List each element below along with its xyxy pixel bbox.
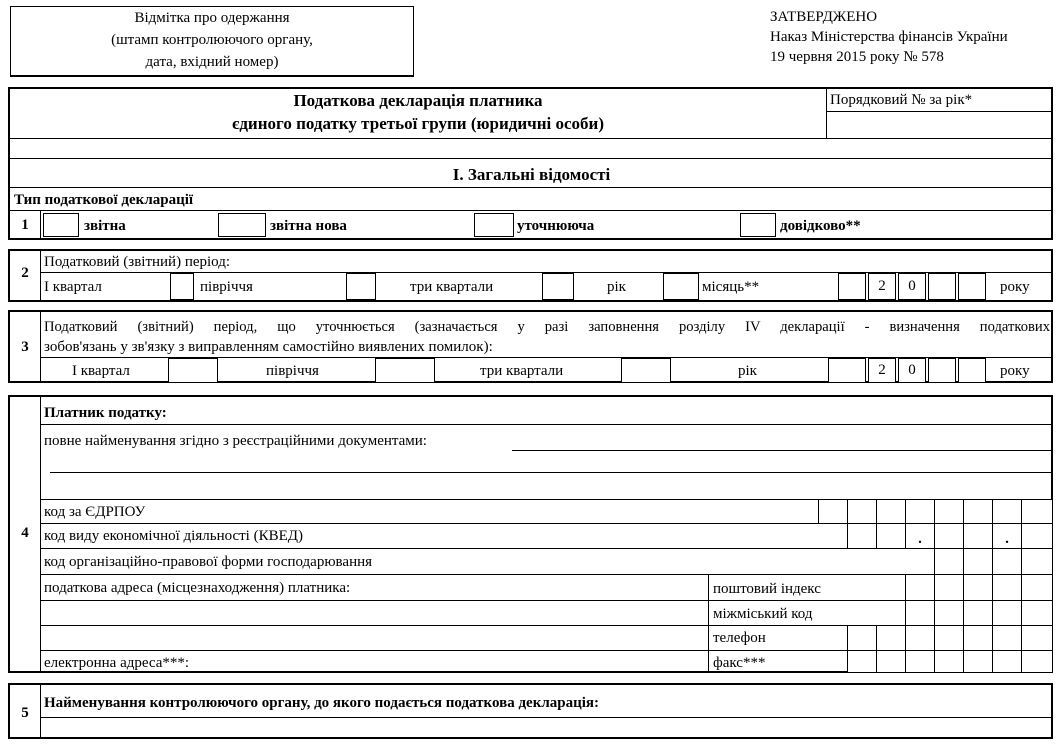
corrected-checkbox-q1[interactable] bbox=[168, 358, 218, 383]
kved-cell-1[interactable] bbox=[847, 523, 877, 549]
stamp-line-3: дата, вхідний номер) bbox=[145, 54, 279, 70]
intercity-cell-2[interactable] bbox=[934, 600, 964, 626]
postal-cell-1[interactable] bbox=[905, 574, 935, 601]
corrected-year-digit-1: 2 bbox=[868, 358, 896, 383]
stamp-line-1: Відмітка про одержання bbox=[134, 10, 290, 26]
fax-cell-1[interactable] bbox=[847, 650, 877, 673]
intercity-cell-3[interactable] bbox=[963, 600, 993, 626]
approval-title: ЗАТВЕРДЖЕНО bbox=[770, 9, 878, 25]
row-3-corrected-period bbox=[8, 310, 1053, 383]
edrpou-digit-2[interactable] bbox=[847, 499, 877, 524]
fax-cell-3[interactable] bbox=[905, 650, 935, 673]
phone-cell-2[interactable] bbox=[876, 625, 906, 651]
intercity-code-label: міжміський код bbox=[713, 606, 813, 622]
phone-cell-5[interactable] bbox=[963, 625, 993, 651]
checkbox-zvitna-nova[interactable] bbox=[218, 213, 266, 237]
phone-label: телефон bbox=[713, 630, 766, 646]
row-4-taxpayer bbox=[8, 395, 1053, 673]
row-2-period bbox=[8, 249, 1053, 302]
fax-cell-6[interactable] bbox=[992, 650, 1022, 673]
full-name-input-2[interactable] bbox=[50, 452, 1053, 472]
postal-code-label: поштовий індекс bbox=[713, 581, 821, 597]
month-input[interactable] bbox=[838, 273, 866, 300]
option-zvitna: звітна bbox=[84, 218, 126, 234]
control-authority-title: Найменування контролюючого органу, до якого подається податкова декларація: bbox=[44, 695, 600, 711]
email-input[interactable] bbox=[230, 651, 700, 673]
serial-number-label: Порядковий № за рік* bbox=[830, 92, 973, 108]
header-block bbox=[8, 87, 1053, 240]
address-input-2[interactable] bbox=[44, 626, 704, 650]
corrected-checkbox-year[interactable] bbox=[828, 358, 866, 383]
checkbox-three-quarters[interactable] bbox=[542, 273, 574, 300]
legal-form-cell-3[interactable] bbox=[992, 548, 1022, 575]
option-half-year: півріччя bbox=[200, 279, 253, 295]
row-2-number: 2 bbox=[21, 265, 29, 281]
year-digit-1: 2 bbox=[868, 273, 896, 300]
row-1-number: 1 bbox=[21, 217, 29, 233]
address-label: податкова адреса (місцезнаходження) платника: bbox=[44, 580, 351, 596]
option-zvitna-nova: звітна нова bbox=[270, 218, 347, 234]
period-label: Податковий (звітний) період: bbox=[44, 254, 231, 270]
legal-form-label: код організаційно-правової форми господарювання bbox=[44, 554, 373, 570]
row-5-control-authority bbox=[8, 683, 1053, 739]
legal-form-cell-2[interactable] bbox=[963, 548, 993, 575]
intercity-cell-5[interactable] bbox=[1021, 600, 1053, 626]
corrected-year-digit-2: 0 bbox=[898, 358, 926, 383]
fax-cell-7[interactable] bbox=[1021, 650, 1053, 673]
year-digit-2: 0 bbox=[898, 273, 926, 300]
postal-cell-3[interactable] bbox=[963, 574, 993, 601]
kved-cell-4[interactable] bbox=[963, 523, 993, 549]
phone-cell-6[interactable] bbox=[992, 625, 1022, 651]
edrpou-digit-4[interactable] bbox=[905, 499, 935, 524]
edrpou-digit-1[interactable] bbox=[818, 499, 848, 524]
option-dovidkovo: довідково** bbox=[780, 218, 861, 234]
postal-cell-5[interactable] bbox=[1021, 574, 1053, 601]
row-3-number: 3 bbox=[21, 339, 29, 355]
checkbox-zvitna[interactable] bbox=[43, 213, 79, 237]
declaration-title-line-1: Податкова декларація платника bbox=[293, 91, 543, 110]
fax-cell-4[interactable] bbox=[934, 650, 964, 673]
declaration-title-line-2: єдиного податку третьої групи (юридичні особи) bbox=[231, 114, 605, 133]
kved-dot-1: . bbox=[905, 523, 935, 549]
corrected-checkbox-three-quarters[interactable] bbox=[621, 358, 671, 383]
year-digit-3-input[interactable] bbox=[928, 273, 956, 300]
email-label: електронна адреса***: bbox=[44, 655, 190, 671]
corrected-year-digit-3-input[interactable] bbox=[928, 358, 956, 383]
edrpou-label: код за ЄДРПОУ bbox=[44, 504, 146, 520]
phone-cell-1[interactable] bbox=[847, 625, 877, 651]
postal-cell-2[interactable] bbox=[934, 574, 964, 601]
kved-cell-5[interactable] bbox=[1021, 523, 1053, 549]
edrpou-digit-6[interactable] bbox=[963, 499, 993, 524]
option-q1: І квартал bbox=[44, 279, 102, 295]
serial-number-field[interactable] bbox=[827, 112, 1053, 138]
corrected-period-label-1: Податковий (звітний) період, що уточнюється (зазначається у разі заповнення розділу IV декларації - визначення податкових bbox=[44, 319, 1050, 335]
corrected-year-digit-4-input[interactable] bbox=[958, 358, 986, 383]
row-4-number: 4 bbox=[21, 525, 29, 541]
fax-cell-2[interactable] bbox=[876, 650, 906, 673]
fax-label: факс*** bbox=[713, 655, 766, 671]
option-year: рік bbox=[607, 279, 626, 295]
kved-cell-2[interactable] bbox=[876, 523, 906, 549]
section-general-title: І. Загальні відомості bbox=[452, 165, 611, 184]
kved-label: код виду економічної діяльності (КВЕД) bbox=[44, 528, 303, 544]
kved-cell-3[interactable] bbox=[934, 523, 964, 549]
checkbox-year[interactable] bbox=[663, 273, 699, 300]
receipt-stamp-box bbox=[10, 6, 414, 77]
address-input-1[interactable] bbox=[44, 601, 704, 625]
edrpou-digit-8[interactable] bbox=[1021, 499, 1053, 524]
control-authority-input[interactable] bbox=[41, 718, 1053, 739]
checkbox-utochnyuyucha[interactable] bbox=[474, 213, 514, 237]
phone-cell-4[interactable] bbox=[934, 625, 964, 651]
fax-cell-5[interactable] bbox=[963, 650, 993, 673]
edrpou-digit-3[interactable] bbox=[876, 499, 906, 524]
intercity-cell-1[interactable] bbox=[905, 600, 935, 626]
edrpou-digit-5[interactable] bbox=[934, 499, 964, 524]
corrected-checkbox-half-year[interactable] bbox=[375, 358, 435, 383]
checkbox-q1[interactable] bbox=[170, 273, 194, 300]
blank-row bbox=[10, 139, 1053, 158]
declaration-type-label: Тип податкової декларації bbox=[14, 192, 194, 208]
postal-cell-4[interactable] bbox=[992, 574, 1022, 601]
intercity-cell-4[interactable] bbox=[992, 600, 1022, 626]
corrected-option-half-year: півріччя bbox=[266, 363, 319, 379]
legal-form-cell-1[interactable] bbox=[934, 548, 964, 575]
year-digit-4-input[interactable] bbox=[958, 273, 986, 300]
checkbox-half-year[interactable] bbox=[346, 273, 376, 300]
row-5-number: 5 bbox=[21, 705, 29, 721]
edrpou-digit-7[interactable] bbox=[992, 499, 1022, 524]
option-three-quarters: три квартали bbox=[410, 279, 494, 295]
phone-cell-7[interactable] bbox=[1021, 625, 1053, 651]
corrected-option-three-quarters: три квартали bbox=[480, 363, 564, 379]
full-name-label: повне найменування згідно з реєстраційними документами: bbox=[44, 433, 427, 449]
taxpayer-title: Платник податку: bbox=[44, 405, 167, 421]
phone-cell-3[interactable] bbox=[905, 625, 935, 651]
option-month: місяць** bbox=[702, 279, 760, 295]
approval-line-2: 19 червня 2015 року № 578 bbox=[770, 49, 944, 65]
checkbox-dovidkovo[interactable] bbox=[740, 213, 776, 237]
corrected-period-label-2: зобов'язань у зв'язку з виправленням самостійно виявлених помилок): bbox=[44, 339, 493, 355]
corrected-option-year: рік bbox=[738, 363, 757, 379]
year-suffix: року bbox=[1000, 279, 1030, 295]
stamp-line-2: (штамп контролюючого органу, bbox=[111, 32, 313, 48]
corrected-year-suffix: року bbox=[1000, 363, 1030, 379]
legal-form-cell-4[interactable] bbox=[1021, 548, 1053, 575]
full-name-input-1[interactable] bbox=[512, 427, 1053, 450]
approval-line-1: Наказ Міністерства фінансів України bbox=[770, 29, 1008, 45]
option-utochnyuyucha: уточнююча bbox=[517, 218, 595, 234]
corrected-option-q1: І квартал bbox=[72, 363, 130, 379]
approval-block bbox=[770, 7, 1008, 67]
kved-dot-2: . bbox=[992, 523, 1022, 549]
